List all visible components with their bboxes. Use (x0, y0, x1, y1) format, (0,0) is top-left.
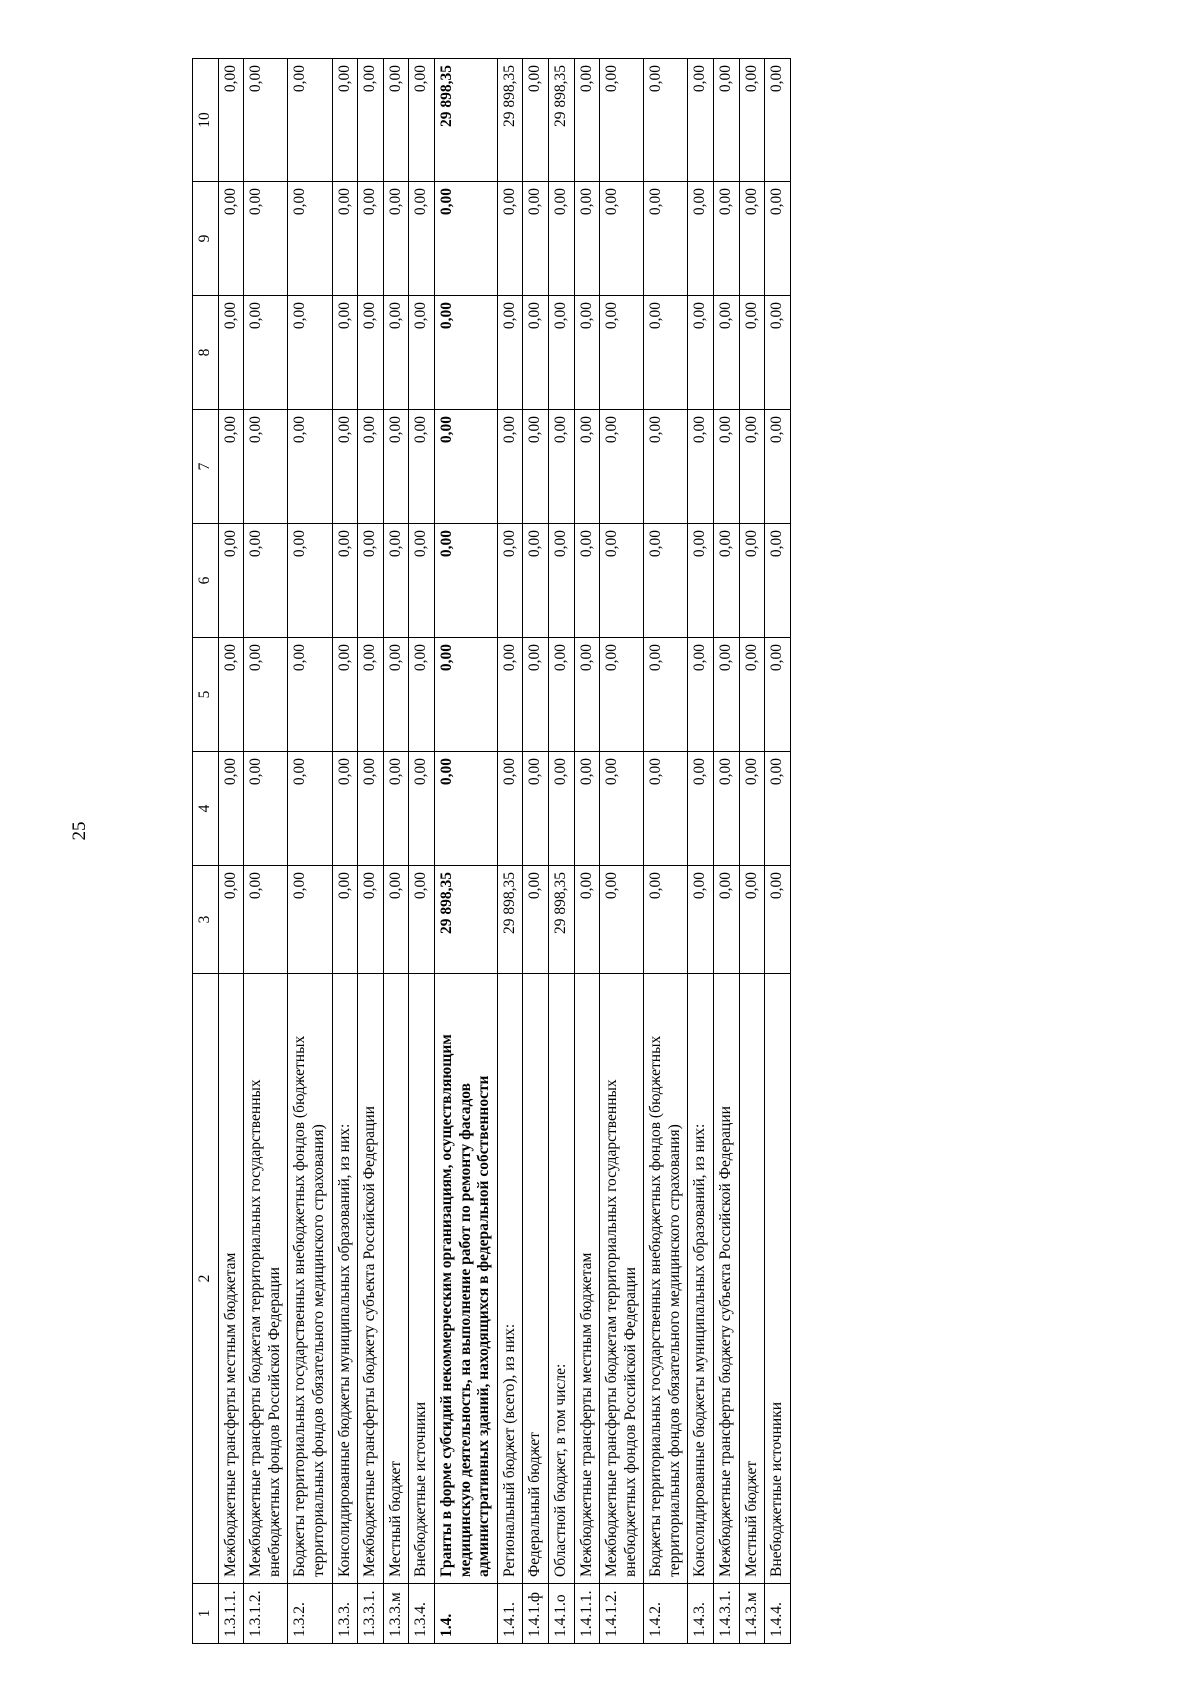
row-value: 29 898,35 (434, 59, 497, 182)
row-value: 0,00 (218, 638, 244, 752)
row-code: 1.3.1.1. (218, 1584, 244, 1644)
row-name: Региональный бюджет (всего), из них: (497, 974, 523, 1584)
row-value: 0,00 (600, 524, 644, 638)
row-value: 29 898,35 (497, 866, 523, 974)
table-row (497, 59, 523, 1644)
table-header-row (193, 59, 219, 1644)
column-header: 10 (193, 59, 219, 182)
row-value: 0,00 (218, 524, 244, 638)
row-value: 0,00 (714, 59, 740, 182)
table-body (218, 59, 790, 1644)
row-value: 0,00 (332, 182, 358, 296)
row-value: 0,00 (600, 410, 644, 524)
row-value: 0,00 (497, 752, 523, 866)
row-value: 0,00 (600, 296, 644, 410)
row-value: 0,00 (765, 752, 791, 866)
row-value: 0,00 (497, 638, 523, 752)
table-row (688, 59, 714, 1644)
column-header: 6 (193, 524, 219, 638)
row-value: 0,00 (548, 296, 574, 410)
budget-table (192, 58, 791, 1644)
row-code: 1.4.1.1. (574, 1584, 600, 1644)
table-row (523, 59, 549, 1644)
row-value: 0,00 (244, 59, 288, 182)
table-row (332, 59, 358, 1644)
row-code: 1.3.2. (288, 1584, 332, 1644)
row-value: 0,00 (574, 59, 600, 182)
row-value: 0,00 (244, 296, 288, 410)
row-value: 0,00 (688, 752, 714, 866)
row-name: Межбюджетные трансферты бюджету субъекта Российской Федерации (714, 974, 740, 1584)
column-header: 8 (193, 296, 219, 410)
column-header: 9 (193, 182, 219, 296)
row-value: 0,00 (644, 638, 688, 752)
row-value: 0,00 (714, 524, 740, 638)
row-value: 0,00 (574, 638, 600, 752)
row-value: 0,00 (523, 752, 549, 866)
row-value: 0,00 (548, 638, 574, 752)
row-value: 0,00 (739, 59, 765, 182)
row-value: 0,00 (497, 524, 523, 638)
row-code: 1.4.2. (644, 1584, 688, 1644)
row-value: 0,00 (644, 296, 688, 410)
column-header: 3 (193, 866, 219, 974)
row-code: 1.4.1.2. (600, 1584, 644, 1644)
row-name: Местный бюджет (383, 974, 409, 1584)
row-value: 0,00 (434, 752, 497, 866)
row-value: 0,00 (523, 182, 549, 296)
row-value: 0,00 (244, 410, 288, 524)
table-row (434, 59, 497, 1644)
row-value: 0,00 (383, 410, 409, 524)
row-value: 0,00 (644, 59, 688, 182)
row-code: 1.4.3.м (739, 1584, 765, 1644)
table-row (644, 59, 688, 1644)
row-value: 0,00 (574, 866, 600, 974)
row-value: 0,00 (218, 866, 244, 974)
row-value: 0,00 (383, 752, 409, 866)
row-value: 0,00 (688, 524, 714, 638)
row-value: 0,00 (739, 524, 765, 638)
row-value: 0,00 (434, 410, 497, 524)
column-header: 4 (193, 752, 219, 866)
row-name: Бюджеты территориальных государственных внебюджетных фондов (бюджетных территориальных фондов обязательного медицинского страхования) (288, 974, 332, 1584)
page-number: 25 (69, 821, 90, 841)
row-value: 0,00 (244, 182, 288, 296)
table-row (288, 59, 332, 1644)
row-value: 0,00 (644, 410, 688, 524)
row-value: 0,00 (765, 866, 791, 974)
column-header: 7 (193, 410, 219, 524)
row-value: 0,00 (497, 296, 523, 410)
row-value: 0,00 (765, 524, 791, 638)
row-name: Межбюджетные трансферты бюджетам территориальных государственных внебюджетных фондов Российской Федерации (244, 974, 288, 1584)
row-value: 0,00 (714, 182, 740, 296)
row-value: 0,00 (332, 59, 358, 182)
row-name: Местный бюджет (739, 974, 765, 1584)
row-value: 0,00 (332, 410, 358, 524)
table-row (358, 59, 384, 1644)
row-code: 1.4. (434, 1584, 497, 1644)
row-value: 0,00 (288, 296, 332, 410)
row-value: 0,00 (739, 410, 765, 524)
row-value: 0,00 (409, 296, 435, 410)
row-value: 0,00 (688, 866, 714, 974)
row-value: 29 898,35 (497, 59, 523, 182)
row-value: 0,00 (548, 410, 574, 524)
row-value: 0,00 (409, 752, 435, 866)
row-value: 0,00 (574, 410, 600, 524)
row-name: Межбюджетные трансферты местным бюджетам (574, 974, 600, 1584)
row-value: 0,00 (218, 182, 244, 296)
row-value: 0,00 (383, 866, 409, 974)
row-name: Межбюджетные трансферты местным бюджетам (218, 974, 244, 1584)
row-code: 1.4.3. (688, 1584, 714, 1644)
table-row (548, 59, 574, 1644)
table-row (218, 59, 244, 1644)
row-value: 0,00 (409, 59, 435, 182)
row-value: 0,00 (358, 866, 384, 974)
row-value: 0,00 (288, 752, 332, 866)
row-value: 0,00 (714, 296, 740, 410)
row-value: 0,00 (574, 182, 600, 296)
row-value: 0,00 (574, 752, 600, 866)
row-value: 0,00 (688, 59, 714, 182)
row-value: 0,00 (688, 638, 714, 752)
row-value: 0,00 (244, 524, 288, 638)
row-value: 29 898,35 (548, 59, 574, 182)
row-value: 0,00 (358, 638, 384, 752)
row-value: 0,00 (288, 59, 332, 182)
row-value: 0,00 (523, 296, 549, 410)
table-row (765, 59, 791, 1644)
row-value: 0,00 (434, 182, 497, 296)
row-value: 0,00 (288, 410, 332, 524)
row-value: 0,00 (714, 866, 740, 974)
row-value: 0,00 (383, 524, 409, 638)
row-value: 0,00 (644, 182, 688, 296)
row-code: 1.4.1. (497, 1584, 523, 1644)
row-code: 1.3.3.м (383, 1584, 409, 1644)
row-value: 0,00 (497, 410, 523, 524)
column-header: 5 (193, 638, 219, 752)
row-value: 0,00 (739, 752, 765, 866)
row-value: 0,00 (332, 752, 358, 866)
row-value: 0,00 (523, 59, 549, 182)
row-value: 0,00 (358, 410, 384, 524)
row-value: 0,00 (523, 524, 549, 638)
row-value: 0,00 (739, 296, 765, 410)
row-value: 0,00 (523, 866, 549, 974)
row-value: 0,00 (688, 182, 714, 296)
row-value: 0,00 (358, 752, 384, 866)
row-value: 0,00 (714, 752, 740, 866)
row-value: 0,00 (765, 59, 791, 182)
row-value: 0,00 (714, 638, 740, 752)
row-value: 0,00 (644, 752, 688, 866)
row-name: Внебюджетные источники (409, 974, 435, 1584)
rotated-table-container (192, 59, 791, 1644)
row-value: 0,00 (383, 59, 409, 182)
row-value: 0,00 (288, 182, 332, 296)
row-name: Областной бюджет, в том числе: (548, 974, 574, 1584)
row-code: 1.4.1.о (548, 1584, 574, 1644)
row-value: 0,00 (644, 524, 688, 638)
row-name: Внебюджетные источники (765, 974, 791, 1584)
row-value: 0,00 (218, 410, 244, 524)
row-value: 0,00 (523, 410, 549, 524)
row-value: 0,00 (434, 524, 497, 638)
row-value: 0,00 (739, 866, 765, 974)
row-value: 0,00 (714, 410, 740, 524)
row-value: 0,00 (409, 182, 435, 296)
row-value: 0,00 (358, 296, 384, 410)
row-value: 29 898,35 (548, 866, 574, 974)
row-value: 0,00 (332, 866, 358, 974)
row-value: 0,00 (523, 638, 549, 752)
row-value: 0,00 (434, 638, 497, 752)
row-value: 0,00 (688, 296, 714, 410)
row-code: 1.3.4. (409, 1584, 435, 1644)
row-value: 0,00 (765, 296, 791, 410)
row-value: 0,00 (332, 296, 358, 410)
row-code: 1.3.3. (332, 1584, 358, 1644)
row-name: Межбюджетные трансферты бюджетам территориальных государственных внебюджетных фондов Российской Федерации (600, 974, 644, 1584)
row-code: 1.4.1.ф (523, 1584, 549, 1644)
row-value: 0,00 (548, 182, 574, 296)
row-value: 0,00 (332, 524, 358, 638)
row-value: 0,00 (600, 182, 644, 296)
row-value: 0,00 (358, 524, 384, 638)
row-value: 29 898,35 (434, 866, 497, 974)
row-value: 0,00 (288, 638, 332, 752)
row-value: 0,00 (409, 638, 435, 752)
row-value: 0,00 (739, 638, 765, 752)
row-value: 0,00 (332, 638, 358, 752)
row-code: 1.3.3.1. (358, 1584, 384, 1644)
table-row (600, 59, 644, 1644)
row-value: 0,00 (548, 524, 574, 638)
row-name: Межбюджетные трансферты бюджету субъекта Российской Федерации (358, 974, 384, 1584)
row-value: 0,00 (383, 182, 409, 296)
row-code: 1.4.3.1. (714, 1584, 740, 1644)
row-value: 0,00 (574, 524, 600, 638)
column-header: 1 (193, 1584, 219, 1644)
row-name: Бюджеты территориальных государственных внебюджетных фондов (бюджетных территориальных фондов обязательного медицинского страхования) (644, 974, 688, 1584)
row-value: 0,00 (288, 524, 332, 638)
table-row (714, 59, 740, 1644)
row-value: 0,00 (383, 638, 409, 752)
row-value: 0,00 (288, 866, 332, 974)
row-value: 0,00 (600, 866, 644, 974)
row-value: 0,00 (244, 752, 288, 866)
row-value: 0,00 (358, 59, 384, 182)
row-value: 0,00 (688, 410, 714, 524)
row-name: Консолидированные бюджеты муниципальных образований, из них: (332, 974, 358, 1584)
row-value: 0,00 (548, 752, 574, 866)
row-value: 0,00 (244, 866, 288, 974)
row-value: 0,00 (244, 638, 288, 752)
row-value: 0,00 (218, 59, 244, 182)
row-value: 0,00 (574, 296, 600, 410)
table-row (383, 59, 409, 1644)
row-value: 0,00 (497, 182, 523, 296)
row-value: 0,00 (383, 296, 409, 410)
row-value: 0,00 (218, 296, 244, 410)
table-row (574, 59, 600, 1644)
row-value: 0,00 (409, 866, 435, 974)
table-row (739, 59, 765, 1644)
row-name: Федеральный бюджет (523, 974, 549, 1584)
row-value: 0,00 (434, 296, 497, 410)
row-name: Консолидированные бюджеты муниципальных образований, из них: (688, 974, 714, 1584)
table-row (244, 59, 288, 1644)
row-value: 0,00 (739, 182, 765, 296)
row-code: 1.3.1.2. (244, 1584, 288, 1644)
row-name: Гранты в форме субсидий некоммерческим организациям, осуществляющим медицинскую деятельность, на выполнение работ по ремонту фасадов административных зданий, находящихся в федеральной собственности (434, 974, 497, 1584)
row-value: 0,00 (765, 410, 791, 524)
table-row (409, 59, 435, 1644)
row-code: 1.4.4. (765, 1584, 791, 1644)
column-header: 2 (193, 974, 219, 1584)
row-value: 0,00 (358, 182, 384, 296)
row-value: 0,00 (600, 638, 644, 752)
row-value: 0,00 (409, 410, 435, 524)
row-value: 0,00 (765, 638, 791, 752)
row-value: 0,00 (644, 866, 688, 974)
row-value: 0,00 (600, 59, 644, 182)
row-value: 0,00 (218, 752, 244, 866)
row-value: 0,00 (409, 524, 435, 638)
row-value: 0,00 (765, 182, 791, 296)
row-value: 0,00 (600, 752, 644, 866)
